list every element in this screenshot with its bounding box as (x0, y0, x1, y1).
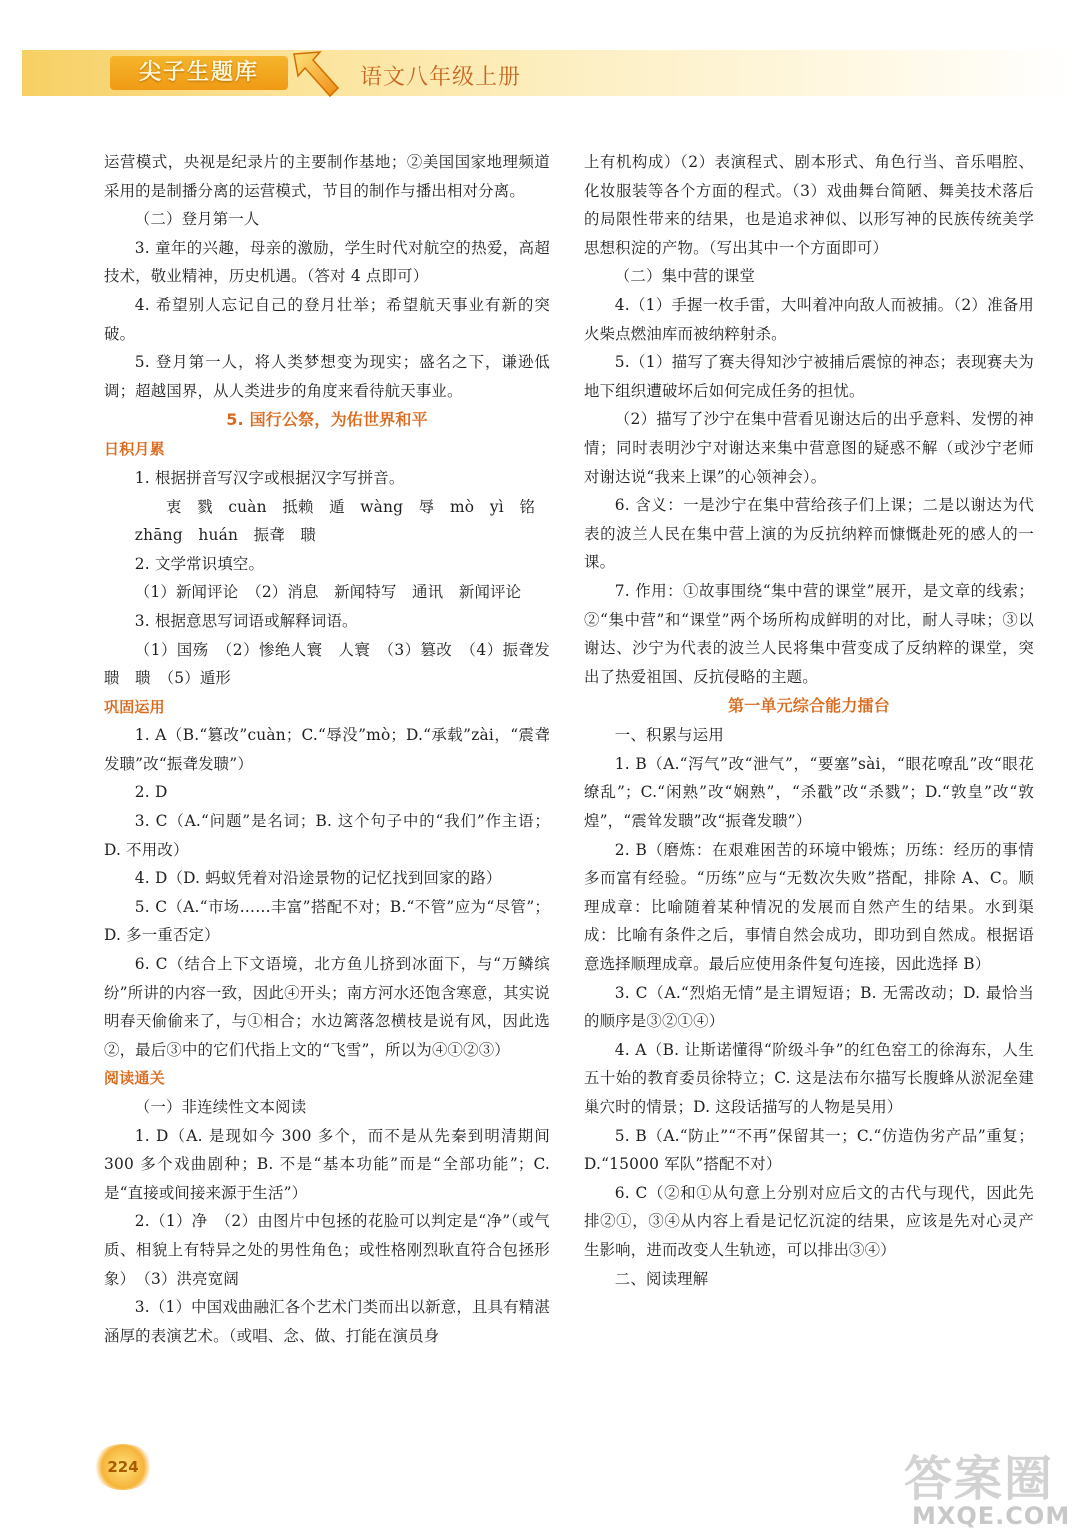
answer-paragraph: 4. A（B. 让斯诺懂得“阶级斗争”的红色窑工的徐海东，人生五十始的教育委员徐特立；C. 这是法布尔描写长腹蜂从淤泥垒建巢穴时的情景；D. 这段话描写的人物是吴用） (584, 1040, 1034, 1116)
right-column (584, 148, 1034, 1293)
watermark-text: 答案圈 (904, 1451, 1055, 1507)
pinyin-line: zhāng huán 振聋 聩 (134, 526, 317, 545)
answer-paragraph: 4. 希望别人忘记自己的登月壮举；希望航天事业有新的突破。 (104, 295, 550, 343)
answer-paragraph: 4.（1）手握一枚手雷，大叫着冲向敌人而被捕。（2）准备用火柴点燃油库而被纳粹射杀。 (584, 295, 1034, 343)
section-title: 5. 国行公祭，为佑世界和平 (226, 410, 428, 430)
answer-paragraph: 1. B（A.“泻气”改“泄气”，“要塞”sài，“眼花嘹乱”改“眼花缭乱”；C.“闲熟”改“娴熟”，“杀戳”改“杀戮”；D.“敦皇”改“敦煌”，“震耸发聩”改“振聋发聩”） (584, 754, 1034, 831)
subsection-heading: 巩固运用 (104, 697, 165, 716)
answer-paragraph: 1. A（B.“篡改”cuàn；C.“辱没”mò；D.“承载”zài，“震聋发聩”改“振聋发聩”） (104, 726, 550, 773)
answer-paragraph: 6. C（②和①从句意上分别对应后文的古代与现代，因此先排②①，③④从内容上看是记忆沉淀的结果，应该是先对心灵产生影响，进而改变人生轨迹，可以排出③④） (584, 1183, 1034, 1259)
answer-paragraph: 4. D（D. 蚂蚁凭着对沿途景物的记忆找到回家的路） (134, 869, 502, 888)
section-title: 第一单元综合能力擂台 (727, 696, 890, 716)
answer-paragraph: （一）非连续性文本阅读 (134, 1098, 307, 1116)
answer-paragraph: 二、阅读理解 (614, 1269, 709, 1288)
answer-paragraph: 5. B（A.“防止”“不再”保留其一；C.“仿造伪劣产品”重复；D.“15000 军队”搭配不对） (584, 1126, 1034, 1174)
answer-paragraph: 3. 根据意思写词语或解释词语。 (134, 611, 358, 630)
answer-paragraph: 3.（1）中国戏曲融汇各个艺术门类而出以新意，且具有精湛涵厚的表演艺术。（或唱、念、做、打能在演员身 (104, 1298, 550, 1345)
subsection-heading: 日积月累 (104, 440, 165, 459)
continued-paragraph: 上有机构成）（2）表演程式、剧本形式、角色行当、音乐唱腔、化妆服装等各个方面的程式。（3）戏曲舞台简陋、舞美技术落后的局限性带来的结果，也是追求神似、以形写神的民族传统美学思想积淀的产物。（写出其中一个方面即可） (584, 153, 1034, 257)
continued-paragraph: 运营模式，央视是纪录片的主要制作基地；②美国国家地理频道采用的是制播分离的运营模式，节目的制作与播出相对分离。 (104, 153, 550, 200)
answer-paragraph: 2. D (134, 783, 168, 802)
subsection-heading: 阅读通关 (104, 1069, 165, 1088)
answer-paragraph: 3. C（A.“问题”是名词；B. 这个句子中的“我们”作主语；D. 不用改） (104, 812, 550, 859)
watermark-logo (904, 1440, 1074, 1532)
left-column (104, 148, 550, 1350)
answer-paragraph: 2. 文学常识填空。 (134, 554, 265, 573)
arrow-icon (286, 44, 346, 104)
answer-paragraph: 5. 登月第一人，将人类梦想变为现实；盛名之下，谦逊低调；超越国界，从人类进步的角度来看待航天事业。 (104, 353, 550, 400)
answer-paragraph: 2.（1）净 （2）由图片中包拯的花脸可以判定是“净”（或气质、相貌上有特异之处的男性角色；或性格刚烈耿直符合包拯形象） （3）洪亮宽阔 (104, 1212, 550, 1288)
pinyin-line: 衷 戮 cuàn 抵赖 遁 wàng 辱 mò yì 铭 (134, 497, 536, 516)
answer-paragraph: 5. C（A.“市场……丰富”搭配不对；B.“不管”应为“尽管”；D. 多一重否定） (104, 897, 550, 945)
answer-paragraph: 3. C（A.“烈焰无情”是主谓短语；B. 无需改动；D. 最恰当的顺序是③②①④） (584, 983, 1034, 1031)
answer-paragraph: 3. 童年的兴趣，母亲的激励，学生时代对航空的热爱，高超技术，敬业精神，历史机遇。（答对 4 点即可） (104, 238, 550, 286)
answer-paragraph: 7. 作用：①故事围绕“集中营的课堂”展开，是文章的线索；②“集中营”和“课堂”两个场所构成鲜明的对比，耐人寻味；③以谢达、沙宁为代表的波兰人民将集中营变成了反纳粹的课堂，突出了热爱祖国、反抗侵略的主题。 (584, 581, 1034, 686)
answer-paragraph: （1）国殇 （2）惨绝人寰 人寰 （3）篡改 （4）振聋发聩 聩 （5）遁形 (104, 640, 550, 688)
watermark-url: MXQE.COM (912, 1502, 1071, 1530)
brand-logo: 尖子生题库 (110, 56, 288, 90)
answer-paragraph: 1. 根据拼音写汉字或根据汉字写拼音。 (134, 468, 405, 487)
answer-paragraph: 2. B（磨炼：在艰难困苦的环境中锻炼；历练：经历的事情多而富有经验。“历练”应与“无数次失败”搭配，排除 A、C。顺理成章：比喻随着某种情况的发展而自然产生的结果。水到渠成：比喻有条件之后，事情自然会成功，即功到自然成。根据语意选择顺理成章。最后应使用条件复句连接，因此选择 B） (584, 840, 1034, 974)
answer-paragraph: 一、积累与运用 (614, 726, 724, 745)
book-title: 语文八年级上册 (360, 65, 522, 90)
answer-paragraph: 6. 含义：一是沙宁在集中营给孩子们上课；二是以谢达为代表的波兰人民在集中营上演的为反抗纳粹而慷慨赴死的感人的一课。 (584, 496, 1034, 572)
answer-paragraph: 1. D（A. 是现如今 300 多个，而不是从先秦到明清期间 300 多个戏曲剧种；B. 不是“基本功能”而是“全部功能”；C. 是“直接或间接来源于生活”） (104, 1126, 550, 1202)
page-number: 224 (92, 1444, 154, 1490)
answer-paragraph: （1）新闻评论 （2）消息 新闻特写 通讯 新闻评论 (134, 583, 522, 602)
answer-paragraph: （2）描写了沙宁在集中营看见谢达后的出乎意料、发愣的神情；同时表明沙宁对谢达来集中营意图的疑惑不解（或沙宁老师对谢达说“我来上课”的心领神会）。 (584, 410, 1034, 486)
answer-paragraph: 5.（1）描写了赛夫得知沙宁被捕后震惊的神态；表现赛夫为地下组织遭破坏后如何完成任务的担忧。 (584, 353, 1034, 400)
answer-paragraph: 6. C（结合上下文语境，北方鱼儿挤到冰面下，与“万鳞缤纷”所讲的内容一致，因此④开头；南方河水还饱含寒意，其实说明春天偷偷来了，与①相合；水边篱落忽横枝是说有风，因此选②，最后③中的它们代指上文的“飞雪”，所以为④①②③） (104, 955, 550, 1059)
answer-paragraph: （二）集中营的课堂 (614, 267, 756, 286)
answer-paragraph: （二）登月第一人 (134, 210, 260, 229)
